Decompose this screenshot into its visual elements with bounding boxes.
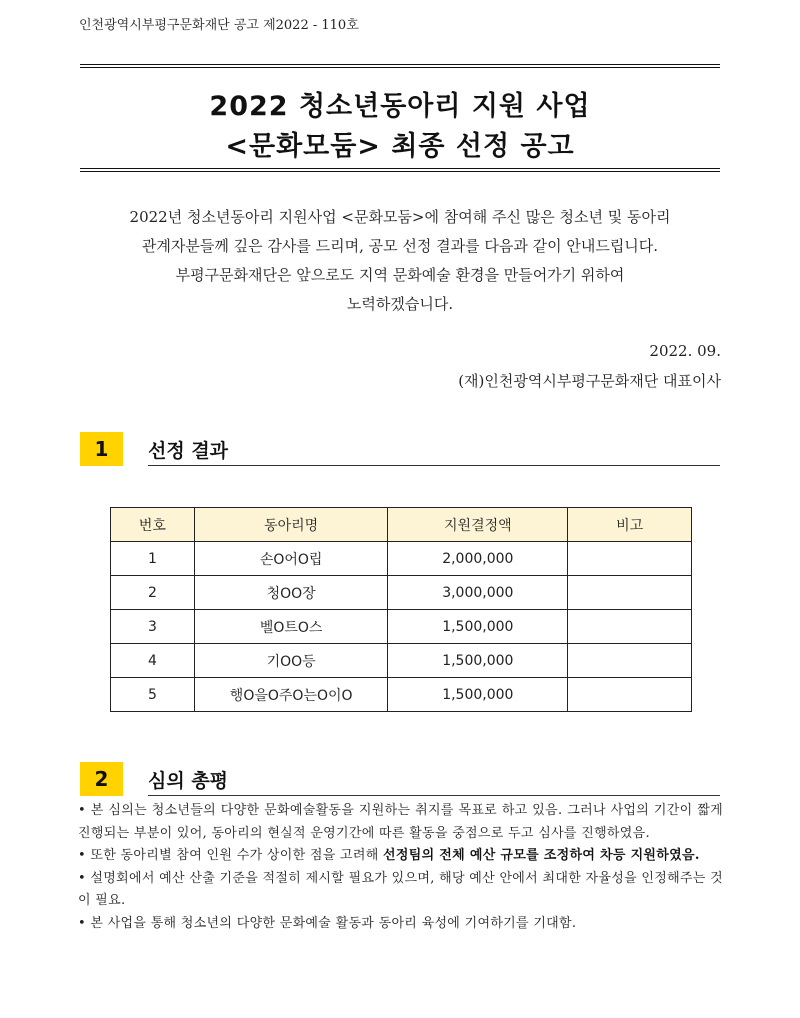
- table-row: [111, 542, 692, 576]
- organization-signature: (재)인천광역시부평구문화재단 대표이사: [458, 372, 721, 390]
- column-header: 비고: [568, 508, 692, 542]
- column-header: 동아리명: [194, 508, 388, 542]
- funding-amount: 2,000,000: [388, 542, 568, 576]
- review-bullet: • 설명회에서 예산 산출 기준을 적절히 제시할 필요가 있으며, 해당 예산 안에서 최대한 자율성을 인정해주는 것이 필요.: [78, 870, 723, 908]
- section-1-heading: [80, 432, 720, 470]
- row-number: 4: [111, 644, 195, 678]
- review-comments: [78, 800, 723, 935]
- review-bullet: • 본 사업을 통해 청소년의 다양한 문화예술 활동과 동아리 육성에 기여하기를 기대함.: [78, 915, 577, 931]
- row-number: 3: [111, 610, 195, 644]
- funding-amount: 1,500,000: [388, 644, 568, 678]
- remarks: [568, 610, 692, 644]
- notice-date: 2022. 09.: [649, 342, 721, 360]
- review-bullet: [78, 845, 723, 868]
- row-number: 1: [111, 542, 195, 576]
- section-2-heading: [80, 762, 720, 800]
- club-name: 벨O트O스: [194, 610, 388, 644]
- title-box: [80, 64, 720, 172]
- notice-number: 인천광역시부평구문화재단 공고 제2022 - 110호: [79, 18, 359, 33]
- funding-amount: 1,500,000: [388, 610, 568, 644]
- intro-text: [80, 203, 720, 319]
- club-name: 청OO장: [194, 576, 388, 610]
- remarks: [568, 576, 692, 610]
- review-bullet-text: • 또한 동아리별 참여 인원 수가 상이한 점을 고려해: [78, 848, 384, 863]
- funding-amount: 1,500,000: [388, 678, 568, 712]
- page-subtitle: <문화모둠> 최종 선정 공고: [225, 131, 575, 162]
- selection-results-table: [110, 507, 692, 712]
- section-number-badge: 2: [80, 762, 123, 796]
- section-divider: [148, 795, 720, 796]
- table-header-row: [111, 508, 692, 542]
- remarks: [568, 644, 692, 678]
- page-title: 2022 청소년동아리 지원 사업: [209, 91, 591, 122]
- club-name: 손O어O립: [194, 542, 388, 576]
- funding-amount: 3,000,000: [388, 576, 568, 610]
- row-number: 5: [111, 678, 195, 712]
- intro-line: 부평구문화재단은 앞으로도 지역 문화예술 환경을 만들어가기 위하여: [175, 266, 625, 284]
- intro-line: 노력하겠습니다.: [346, 295, 454, 313]
- intro-line: 2022년 청소년동아리 지원사업 <문화모둠>에 참여해 주신 많은 청소년 및 동아리: [129, 208, 671, 226]
- section-title: 심의 총평: [148, 770, 229, 792]
- table-row: [111, 576, 692, 610]
- review-bullet: • 본 심의는 청소년들의 다양한 문화예술활동을 지원하는 취지를 목표로 하고 있음. 그러나 사업의 기간이 짧게 진행되는 부분이 있어, 동아리의 현실적 운영기간에 따른 활동을 중점으로 두고 심사를 진행하였음.: [78, 803, 723, 841]
- club-name: 행O을O주O는O이O: [194, 678, 388, 712]
- table-row: [111, 610, 692, 644]
- section-number-badge: 1: [80, 432, 123, 466]
- remarks: [568, 542, 692, 576]
- column-header: 지원결정액: [388, 508, 568, 542]
- section-divider: [148, 465, 720, 466]
- column-header: 번호: [111, 508, 195, 542]
- club-name: 기OO등: [194, 644, 388, 678]
- row-number: 2: [111, 576, 195, 610]
- table-row: [111, 678, 692, 712]
- table-row: [111, 644, 692, 678]
- review-bullet-emphasis: 선정팀의 전체 예산 규모를 조정하여 차등 지원하였음.: [383, 848, 700, 863]
- remarks: [568, 678, 692, 712]
- intro-line: 관계자분들께 깊은 감사를 드리며, 공모 선정 결과를 다음과 같이 안내드립니다.: [141, 237, 659, 255]
- section-title: 선정 결과: [148, 440, 229, 462]
